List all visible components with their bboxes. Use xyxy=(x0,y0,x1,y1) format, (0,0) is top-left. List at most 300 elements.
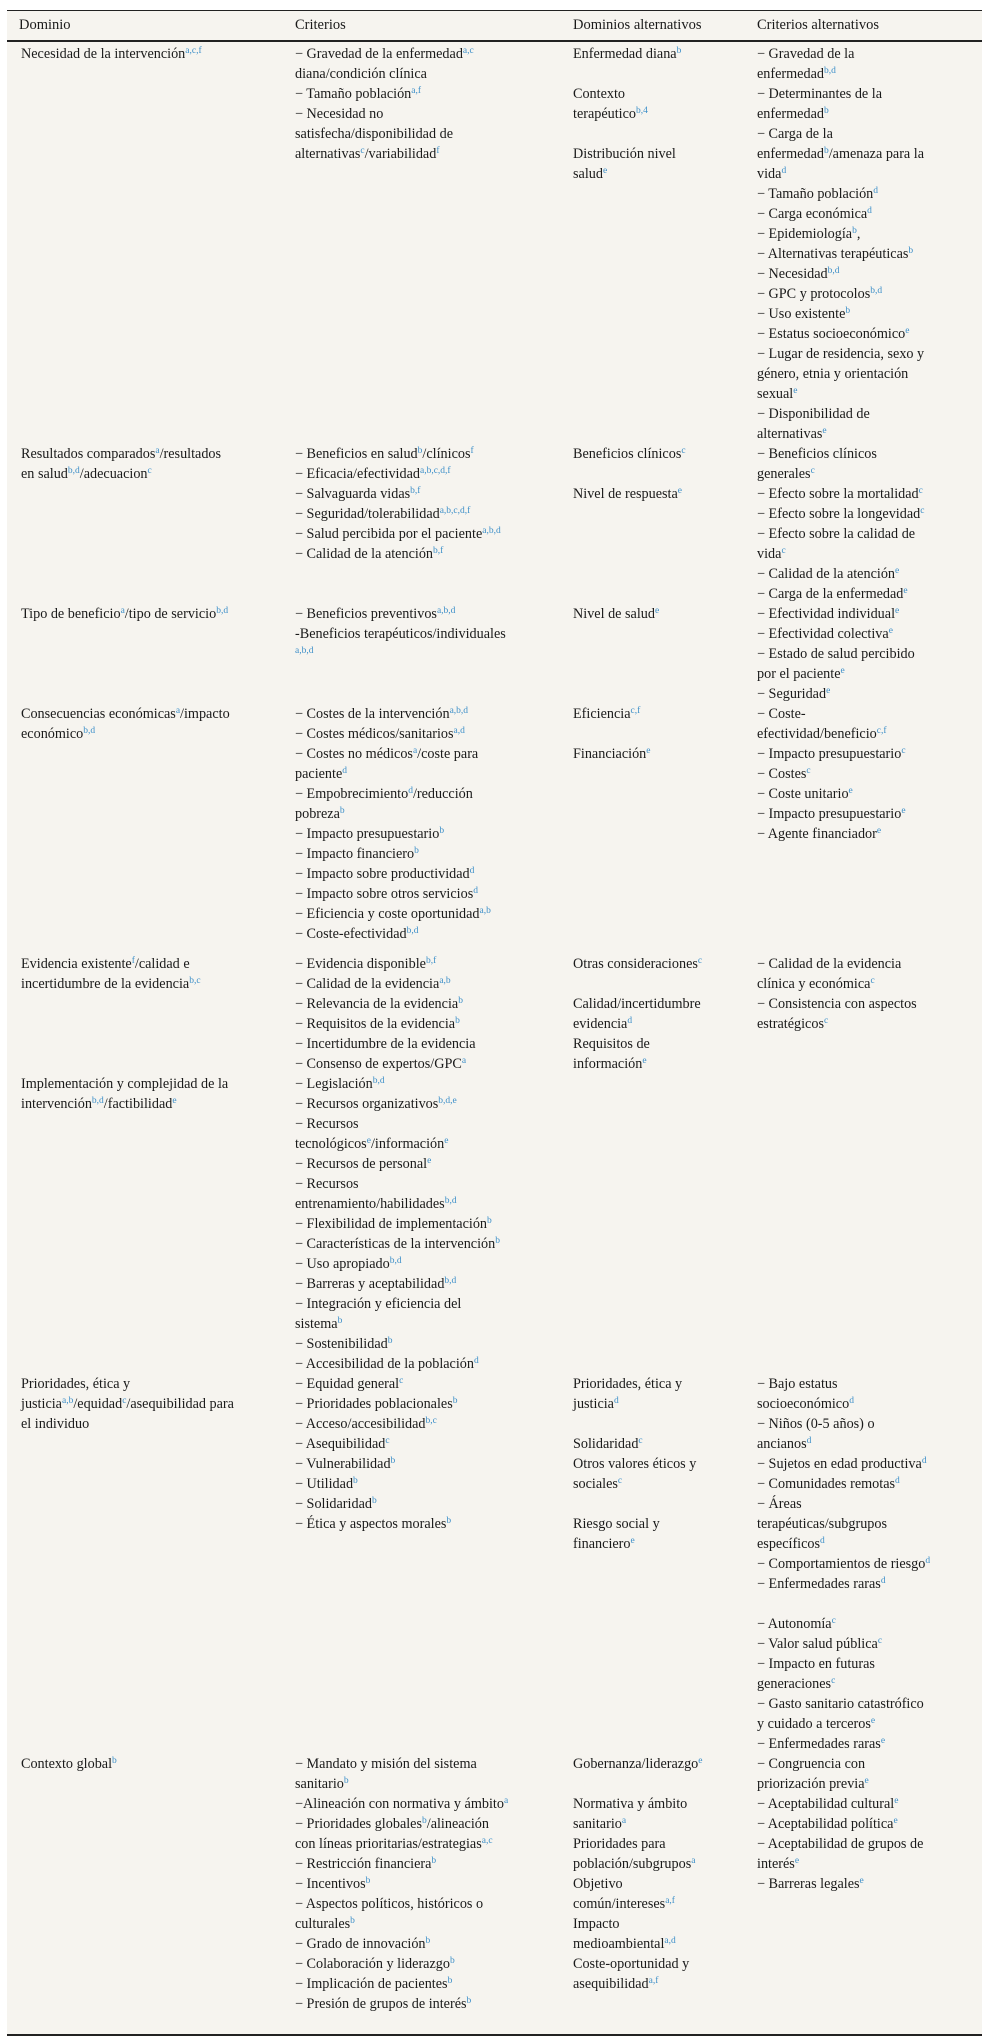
cell-line xyxy=(295,104,555,124)
table-row xyxy=(7,704,982,954)
cell-line xyxy=(295,1014,555,1034)
cell-line xyxy=(757,224,976,244)
cell-line xyxy=(573,84,739,104)
reference-superscript: b xyxy=(339,806,345,816)
reference-superscript: e xyxy=(905,326,910,336)
cell-text: − Disponibilidad de xyxy=(757,406,870,422)
cell-line xyxy=(757,1574,976,1594)
reference-superscript: b,d xyxy=(216,606,229,616)
cell-line xyxy=(757,1474,976,1494)
cell-line xyxy=(757,1734,976,1754)
cell-line xyxy=(295,1794,555,1814)
reference-superscript: b xyxy=(425,1936,431,1946)
cell-line xyxy=(295,1074,555,1094)
reference-superscript: c xyxy=(385,1436,390,1446)
cell-text: culturales xyxy=(295,1916,351,1932)
cell-line xyxy=(295,994,555,1014)
reference-superscript: b xyxy=(487,1216,492,1226)
cell-text: sistema xyxy=(295,1316,338,1332)
cell-text: -Beneficios terapéuticos/individuales xyxy=(295,626,506,642)
cell-text: − Solidaridad xyxy=(295,1496,372,1512)
cell-line xyxy=(295,1834,555,1854)
alt-domain-cell xyxy=(561,1374,745,1754)
cell-text: tecnológicos xyxy=(295,1136,367,1152)
cell-line xyxy=(21,704,277,724)
cell-line xyxy=(295,1234,555,1254)
reference-superscript: e xyxy=(895,566,900,576)
cell-line xyxy=(295,484,555,504)
cell-text: Beneficios clínicos xyxy=(573,446,682,462)
cell-text: Contexto global xyxy=(21,1756,113,1772)
cell-line xyxy=(573,604,739,624)
cell-text: , xyxy=(856,226,861,242)
reference-superscript: c xyxy=(806,766,811,776)
reference-superscript: c,f xyxy=(630,706,641,716)
cell-line xyxy=(295,1194,555,1214)
reference-superscript: a xyxy=(621,1816,627,1826)
cell-text: − Flexibilidad de implementación xyxy=(295,1216,488,1232)
cell-line xyxy=(295,1214,555,1234)
cell-text: − Carga de la xyxy=(757,126,833,142)
cell-text: − Eficacia/efectividad xyxy=(295,466,420,482)
cell-text: − Efecto sobre la calidad de xyxy=(757,526,916,542)
reference-superscript: c xyxy=(918,486,923,496)
reference-superscript: d xyxy=(781,166,787,176)
cell-text: justicia xyxy=(573,1396,614,1412)
reference-superscript: e xyxy=(859,1876,864,1886)
cell-text: Necesidad de la intervención xyxy=(21,46,186,62)
cell-line xyxy=(295,1514,555,1534)
cell-text: /calidad e xyxy=(134,956,190,972)
reference-superscript: e xyxy=(895,606,900,616)
cell-text: − Coste-efectividad xyxy=(295,926,407,942)
reference-superscript: b xyxy=(449,1956,455,1966)
reference-superscript: d xyxy=(880,1576,886,1586)
cell-text: satisfecha/disponibilidad de xyxy=(295,126,453,142)
criteria-cell xyxy=(283,41,561,444)
reference-superscript: b xyxy=(417,446,423,456)
cell-line xyxy=(573,1794,739,1814)
reference-superscript: b xyxy=(823,146,829,156)
cell-line xyxy=(757,1794,976,1814)
cell-text: − Vulnerabilidad xyxy=(295,1456,391,1472)
alt-domain-cell xyxy=(561,1754,745,2034)
cell-text: Riesgo social y xyxy=(573,1516,660,1532)
reference-superscript: c xyxy=(831,1616,836,1626)
cell-text: − Enfermedades raras xyxy=(757,1576,881,1592)
table-row xyxy=(7,954,982,1074)
cell-text: − Aceptabilidad política xyxy=(757,1816,894,1832)
reference-superscript: b xyxy=(414,846,419,856)
reference-superscript: a xyxy=(412,746,418,756)
cell-text: − Sostenibilidad xyxy=(295,1336,388,1352)
reference-superscript: d xyxy=(925,1556,931,1566)
reference-superscript: a xyxy=(120,606,125,616)
cell-line xyxy=(295,1374,555,1394)
line-spacer xyxy=(573,724,739,744)
cell-text: − Carga de la enfermedad xyxy=(757,586,904,602)
cell-text: − Acceso/accesibilidad xyxy=(295,1416,426,1432)
reference-superscript: a,b,d xyxy=(482,526,501,536)
cell-text: información xyxy=(573,1056,643,1072)
criteria-table xyxy=(7,11,982,2034)
cell-text: − Calidad de la atención xyxy=(757,566,896,582)
reference-superscript: a,d xyxy=(453,726,465,736)
reference-superscript: c xyxy=(781,546,786,556)
reference-superscript: b xyxy=(845,306,851,316)
cell-line xyxy=(757,244,976,264)
reference-superscript: b,d xyxy=(827,266,840,276)
criteria-cell xyxy=(283,604,561,704)
cell-text: − Aceptabilidad de grupos de xyxy=(757,1836,924,1852)
cell-text: efectividad/beneficio xyxy=(757,726,877,742)
reference-superscript: b xyxy=(908,246,914,256)
cell-text: − Impacto sobre productividad xyxy=(295,866,470,882)
cell-line xyxy=(757,164,976,184)
cell-line xyxy=(295,1154,555,1174)
cell-line xyxy=(573,744,739,764)
cell-line xyxy=(757,464,976,484)
cell-text: población/subgrupos xyxy=(573,1856,692,1872)
cell-line xyxy=(295,1294,555,1314)
cell-text: − Tamaño población xyxy=(295,86,412,102)
alt-domain-cell xyxy=(561,41,745,444)
cell-text: específicos xyxy=(757,1536,821,1552)
reference-superscript: f xyxy=(436,146,440,156)
reference-superscript: e xyxy=(427,1156,432,1166)
cell-line xyxy=(757,584,976,604)
cell-line xyxy=(295,1934,555,1954)
cell-line xyxy=(757,44,976,64)
reference-superscript: c xyxy=(122,1396,127,1406)
line-spacer xyxy=(573,464,739,484)
cell-text: Eficiencia xyxy=(573,706,631,722)
cell-text: − Uso existente xyxy=(757,306,846,322)
cell-text: y cuidado a terceros xyxy=(757,1716,871,1732)
cell-line xyxy=(573,1914,739,1934)
cell-line xyxy=(573,1434,739,1454)
reference-superscript: e xyxy=(894,1796,899,1806)
cell-text: − Calidad de la atención xyxy=(295,546,434,562)
cell-text: evidencia xyxy=(573,1016,628,1032)
cell-line xyxy=(757,1454,976,1474)
header-criterios: Criterios xyxy=(283,11,561,41)
cell-text: − Evidencia disponible xyxy=(295,956,426,972)
reference-superscript: d xyxy=(873,186,879,196)
criteria-cell xyxy=(283,1374,561,1754)
cell-text: generales xyxy=(757,466,811,482)
cell-line xyxy=(295,1894,555,1914)
cell-text: /factibilidad xyxy=(103,1096,173,1112)
cell-line xyxy=(757,1694,976,1714)
cell-line xyxy=(295,1114,555,1134)
cell-line xyxy=(757,824,976,844)
table-header-row xyxy=(7,11,982,41)
cell-text: − Recursos organizativos xyxy=(295,1096,439,1112)
domain-cell xyxy=(7,444,283,604)
cell-text: pobreza xyxy=(295,806,340,822)
cell-text: enfermedad xyxy=(757,146,824,162)
reference-superscript: a,b,c,d,f xyxy=(419,466,451,476)
cell-text: − Impacto financiero xyxy=(295,846,415,862)
cell-line xyxy=(757,1014,976,1034)
cell-text: − Grado de innovación xyxy=(295,1936,426,1952)
alt-criteria-cell xyxy=(745,704,982,954)
alt-criteria-cell xyxy=(745,444,982,604)
reference-superscript: a,f xyxy=(665,1896,675,1906)
cell-text: terapéuticas/subgrupos xyxy=(757,1516,888,1532)
cell-line xyxy=(295,144,555,164)
cell-line xyxy=(295,884,555,904)
reference-superscript: b xyxy=(452,1396,458,1406)
cell-text: − Valor salud pública xyxy=(757,1636,878,1652)
reference-superscript: a,b,d xyxy=(436,606,456,616)
cell-text: Nivel de respuesta xyxy=(573,486,678,502)
cell-text: − Características de la intervención xyxy=(295,1236,496,1252)
reference-superscript: d xyxy=(867,206,872,216)
cell-line xyxy=(295,1954,555,1974)
reference-superscript: d xyxy=(469,866,475,876)
cell-line xyxy=(295,804,555,824)
reference-superscript: d xyxy=(473,886,478,896)
cell-line xyxy=(295,1454,555,1474)
cell-text: terapéutico xyxy=(573,106,637,122)
cell-line xyxy=(573,1834,739,1854)
reference-superscript: c xyxy=(697,956,703,966)
cell-line xyxy=(295,764,555,784)
reference-superscript: e xyxy=(864,1776,869,1786)
cell-text: Normativa y ámbito xyxy=(573,1796,688,1812)
cell-line xyxy=(757,504,976,524)
cell-line xyxy=(757,544,976,564)
cell-text: − Integración y eficiencia del xyxy=(295,1296,462,1312)
cell-text: alternativas xyxy=(295,146,361,162)
reference-superscript: a xyxy=(175,706,181,716)
reference-superscript: d xyxy=(627,1016,633,1026)
cell-line xyxy=(757,344,976,364)
cell-text: priorización previa xyxy=(757,1776,865,1792)
cell-line xyxy=(295,524,555,544)
cell-text: Financiación xyxy=(573,746,647,762)
cell-line xyxy=(757,954,976,974)
table-row xyxy=(7,1754,982,2034)
cell-text: paciente xyxy=(295,766,343,782)
cell-line xyxy=(757,1854,976,1874)
cell-text: − Recursos xyxy=(295,1116,359,1132)
reference-superscript: b,d xyxy=(91,1096,104,1106)
cell-text: − Impacto presupuestario xyxy=(757,806,902,822)
cell-text: diana/condición clínica xyxy=(295,66,427,82)
cell-line xyxy=(21,604,277,624)
cell-line xyxy=(573,994,739,1014)
cell-text: /reducción xyxy=(412,786,473,802)
cell-line xyxy=(573,1814,739,1834)
reference-superscript: a,c xyxy=(481,1836,493,1846)
cell-text: − Efectividad individual xyxy=(757,606,896,622)
cell-line xyxy=(757,1814,976,1834)
cell-text: − Seguridad/tolerabilidad xyxy=(295,506,440,522)
cell-line xyxy=(295,604,555,624)
cell-text: clínica y económica xyxy=(757,976,871,992)
cell-line xyxy=(295,1854,555,1874)
cell-text: /asequibilidad para xyxy=(126,1396,234,1412)
reference-superscript: e xyxy=(698,1756,703,1766)
cell-text: generaciones xyxy=(757,1676,832,1692)
cell-line xyxy=(573,484,739,504)
cell-line xyxy=(573,704,739,724)
cell-line xyxy=(21,1394,277,1414)
reference-superscript: b,f xyxy=(410,486,421,496)
reference-superscript: a,f xyxy=(411,86,422,96)
reference-superscript: e xyxy=(822,426,827,436)
cell-text: Otras consideraciones xyxy=(573,956,698,972)
cell-line xyxy=(573,1954,739,1974)
cell-line xyxy=(757,1714,976,1734)
reference-superscript: b xyxy=(337,1316,343,1326)
cell-text: − Áreas xyxy=(757,1496,802,1512)
cell-text: sanitario xyxy=(295,1776,344,1792)
cell-text: − Salud percibida por el paciente xyxy=(295,526,483,542)
table-row xyxy=(7,604,982,704)
cell-text: − Beneficios preventivos xyxy=(295,606,437,622)
cell-line xyxy=(295,1774,555,1794)
cell-line xyxy=(573,1394,739,1414)
cell-text: − Beneficios clínicos xyxy=(757,446,877,462)
cell-line xyxy=(573,1454,739,1474)
cell-line xyxy=(295,864,555,884)
reference-superscript: c xyxy=(901,746,906,756)
cell-text: − Barreras legales xyxy=(757,1876,860,1892)
cell-line xyxy=(573,1974,739,1994)
domain-cell xyxy=(7,704,283,954)
reference-superscript: b,d xyxy=(406,926,419,936)
cell-line xyxy=(295,44,555,64)
cell-line xyxy=(295,1754,555,1774)
cell-text: /alineación xyxy=(426,1816,489,1832)
cell-line xyxy=(573,164,739,184)
reference-superscript: b xyxy=(439,826,445,836)
reference-superscript: a xyxy=(155,446,160,456)
reference-superscript: d xyxy=(895,1476,900,1486)
cell-line xyxy=(295,904,555,924)
reference-superscript: d xyxy=(921,1456,927,1466)
cell-text: − Utilidad xyxy=(295,1476,354,1492)
cell-text: − Impacto presupuestario xyxy=(295,826,440,842)
criteria-cell xyxy=(283,1074,561,1374)
cell-line xyxy=(757,644,976,664)
reference-superscript: e xyxy=(602,166,608,176)
cell-line xyxy=(757,1674,976,1694)
reference-superscript: b,d xyxy=(444,1196,457,1206)
cell-line xyxy=(757,804,976,824)
reference-superscript: e xyxy=(880,1736,886,1746)
cell-line xyxy=(757,744,976,764)
cell-line xyxy=(757,124,976,144)
cell-line xyxy=(757,324,976,344)
cell-text: − Impacto en futuras xyxy=(757,1656,875,1672)
alt-criteria-cell xyxy=(745,954,982,1074)
reference-superscript: b xyxy=(353,1476,358,1486)
cell-text: − Efecto sobre la mortalidad xyxy=(757,486,919,502)
cell-text: − Agente financiador xyxy=(757,826,877,842)
criteria-cell xyxy=(283,954,561,1074)
cell-line xyxy=(295,1494,555,1514)
reference-superscript: e xyxy=(893,1816,898,1826)
cell-line xyxy=(573,954,739,974)
reference-superscript: e xyxy=(794,1856,800,1866)
cell-text: Otros valores éticos y xyxy=(573,1456,697,1472)
cell-line xyxy=(757,384,976,404)
cell-text: Prioridades para xyxy=(573,1836,666,1852)
reference-superscript: b xyxy=(422,1816,427,1826)
cell-line xyxy=(21,464,277,484)
cell-text: − Necesidad xyxy=(757,266,828,282)
cell-line xyxy=(757,994,976,1014)
cell-text: sexual xyxy=(757,386,794,402)
cell-line xyxy=(21,44,277,64)
cell-line xyxy=(295,1174,555,1194)
reference-superscript: b xyxy=(447,1976,453,1986)
cell-text: − Legislación xyxy=(295,1076,373,1092)
alt-criteria-cell xyxy=(745,1754,982,2034)
cell-line xyxy=(757,724,976,744)
cell-line xyxy=(295,464,555,484)
cell-line xyxy=(295,124,555,144)
cell-text: − Calidad de la evidencia xyxy=(295,976,440,992)
line-spacer xyxy=(757,1594,976,1614)
cell-line xyxy=(295,1814,555,1834)
cell-line xyxy=(757,974,976,994)
reference-superscript: c xyxy=(147,466,152,476)
cell-text: − Enfermedades raras xyxy=(757,1736,881,1752)
cell-line xyxy=(757,304,976,324)
alt-domain-cell xyxy=(561,604,745,704)
reference-superscript: d xyxy=(474,1356,479,1366)
cell-line xyxy=(295,704,555,724)
alt-criteria-cell xyxy=(745,1374,982,1754)
reference-superscript: b xyxy=(390,1456,396,1466)
cell-text: sociales xyxy=(573,1476,618,1492)
cell-line xyxy=(757,1754,976,1774)
cell-text: − Beneficios en salud xyxy=(295,446,418,462)
cell-line xyxy=(757,484,976,504)
cell-line xyxy=(21,1094,277,1114)
cell-text: intervención xyxy=(21,1096,92,1112)
reference-superscript: d xyxy=(408,786,413,796)
alt-criteria-cell xyxy=(745,604,982,704)
reference-superscript: e xyxy=(903,586,908,596)
reference-superscript: b xyxy=(676,46,682,56)
cell-text: − Gravedad de la xyxy=(757,46,855,62)
reference-superscript: c xyxy=(681,446,686,456)
reference-superscript: d xyxy=(849,1396,854,1406)
criteria-table-container xyxy=(7,10,982,2036)
cell-line xyxy=(757,764,976,784)
cell-line xyxy=(21,954,277,974)
reference-superscript: c xyxy=(877,1636,883,1646)
cell-line xyxy=(757,364,976,384)
cell-line xyxy=(573,104,739,124)
cell-text: género, etnia y orientación xyxy=(757,366,909,382)
cell-line xyxy=(295,1034,555,1054)
cell-text: − Epidemiología xyxy=(757,226,853,242)
cell-text: − Recursos de personal xyxy=(295,1156,428,1172)
table-row xyxy=(7,1074,982,1374)
cell-line xyxy=(757,284,976,304)
cell-text: Prioridades, ética y xyxy=(573,1376,683,1392)
reference-superscript: e xyxy=(848,786,853,796)
cell-line xyxy=(295,1914,555,1934)
